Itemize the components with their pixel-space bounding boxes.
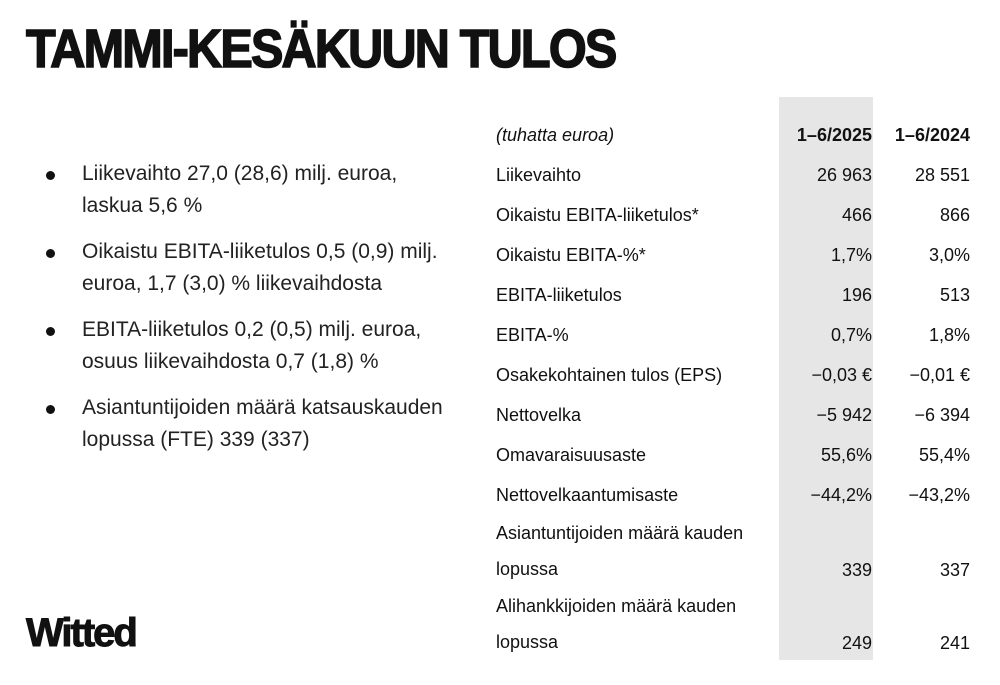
value-2025: −44,2%	[810, 484, 872, 505]
bullet-icon	[46, 171, 55, 180]
row-label: Oikaistu EBITA-liiketulos*	[496, 204, 699, 225]
value-2024: 28 551	[914, 164, 970, 185]
highlights-list	[40, 158, 460, 470]
value-2025: 0,7%	[830, 324, 872, 345]
value-2024: 55,4%	[918, 444, 970, 465]
row-label: Alihankkijoiden määrä kauden lopussa	[496, 596, 737, 652]
value-2024: −6 394	[914, 404, 970, 425]
table-row	[496, 515, 970, 588]
column-header-2025: 1–6/2025	[796, 124, 872, 145]
bullet-text: EBITA-liiketulos 0,2 (0,5) milj. euroa, osuus liikevaihdosta 0,7 (1,8) %	[82, 318, 422, 373]
row-label: EBITA-liiketulos	[496, 284, 622, 305]
bullet-icon	[46, 327, 55, 336]
bullet-icon	[46, 249, 55, 258]
table-row	[496, 475, 970, 515]
row-label: Nettovelkaantumisaste	[496, 484, 679, 505]
row-label: Osakekohtainen tulos (EPS)	[496, 364, 723, 385]
row-label: Nettovelka	[496, 404, 582, 425]
bullet-text: Oikaistu EBITA-liiketulos 0,5 (0,9) milj. euroa, 1,7 (3,0) % liikevaihdosta	[82, 240, 438, 295]
row-label: EBITA-%	[496, 324, 569, 345]
table-row	[496, 315, 970, 355]
list-item	[40, 236, 460, 300]
table-row	[496, 155, 970, 195]
table-row	[496, 355, 970, 395]
value-2024: 337	[939, 560, 970, 580]
table-row	[496, 235, 970, 275]
table-row	[496, 275, 970, 315]
value-2024: 513	[939, 284, 970, 305]
value-2025: 249	[841, 633, 872, 653]
list-item	[40, 314, 460, 378]
row-label: Asiantuntijoiden määrä kauden lopussa	[496, 523, 744, 579]
value-2024: −43,2%	[908, 484, 970, 505]
bullet-text: Asiantuntijoiden määrä katsauskauden lopussa (FTE) 339 (337)	[82, 396, 443, 451]
table-header	[496, 115, 970, 155]
witted-logo: Witted	[26, 611, 136, 655]
value-2024: −0,01 €	[909, 364, 970, 385]
row-label: Omavaraisuusaste	[496, 444, 647, 465]
bullet-icon	[46, 405, 55, 414]
table-row	[496, 395, 970, 435]
value-2024: 241	[939, 633, 970, 653]
value-2025: 466	[841, 204, 872, 225]
value-2024: 1,8%	[928, 324, 970, 345]
unit-label: (tuhatta euroa)	[496, 124, 615, 145]
row-label: Liikevaihto	[496, 164, 582, 185]
table-row	[496, 435, 970, 475]
value-2025: 1,7%	[830, 244, 872, 265]
value-2025: 55,6%	[820, 444, 872, 465]
value-2025: 26 963	[816, 164, 872, 185]
value-2024: 3,0%	[928, 244, 970, 265]
column-header-2024: 1–6/2024	[894, 124, 970, 145]
value-2025: 339	[841, 560, 872, 580]
row-label: Oikaistu EBITA-%*	[496, 244, 646, 265]
table-row	[496, 588, 970, 661]
value-2025: 196	[841, 284, 872, 305]
list-item	[40, 392, 460, 456]
results-table	[496, 115, 970, 661]
table-row	[496, 195, 970, 235]
value-2025: −0,03 €	[811, 364, 872, 385]
list-item	[40, 158, 460, 222]
value-2024: 866	[939, 204, 970, 225]
page-title: TAMMI-KESÄKUUN TULOS	[26, 19, 616, 79]
value-2025: −5 942	[816, 404, 872, 425]
bullet-text: Liikevaihto 27,0 (28,6) milj. euroa, laskua 5,6 %	[82, 162, 398, 217]
